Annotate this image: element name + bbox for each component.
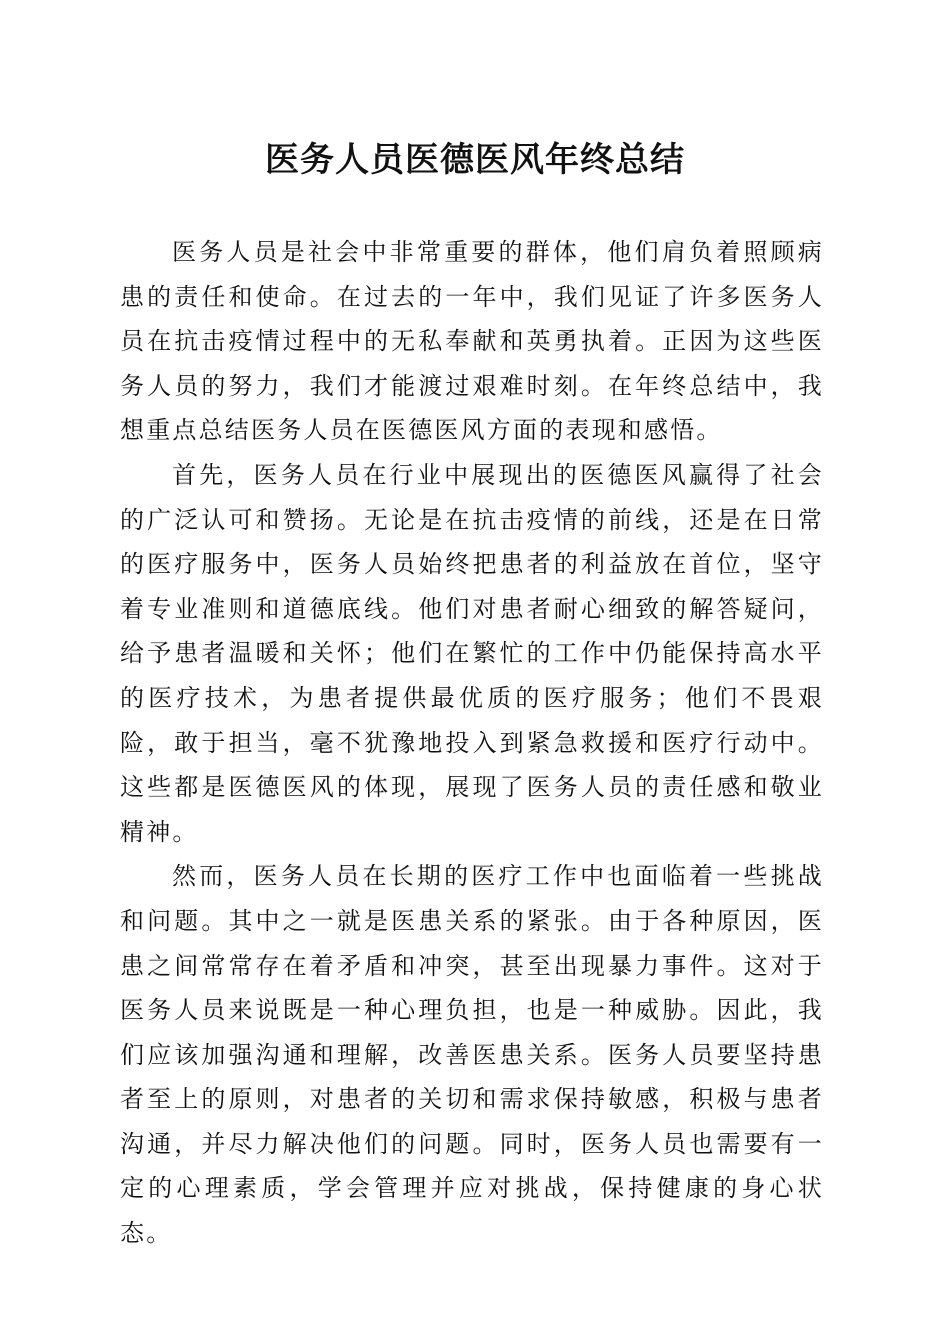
paragraph-achievements: 首先，医务人员在行业中展现出的医德医风赢得了社会的广泛认可和赞扬。无论是在抗击疫情的前线，还是在日常的医疗服务中，医务人员始终把患者的利益放在首位，坚守着专业准则和道德底线。他们对患者耐心细致的解答疑问，给予患者温暖和关怀；他们在繁忙的工作中仍能保持高水平的医疗技术，为患者提供最优质的医疗服务；他们不畏艰险，敢于担当，毫不犹豫地投入到紧急救援和医疗行动中。这些都是医德医风的体现，展现了医务人员的责任感和敬业精神。 [120, 460, 824, 846]
paragraph-intro: 医务人员是社会中非常重要的群体，他们肩负着照顾病患的责任和使命。在过去的一年中，我们见证了许多医务人员在抗击疫情过程中的无私奉献和英勇执着。正因为这些医务人员的努力，我们才能渡过艰难时刻。在年终总结中，我想重点总结医务人员在医德医风方面的表现和感悟。 [120, 238, 824, 445]
document-body [120, 230, 824, 1256]
document-title: 医务人员医德医风年终总结 [265, 140, 685, 180]
paragraph-challenges: 然而，医务人员在长期的医疗工作中也面临着一些挑战和问题。其中之一就是医患关系的紧张。由于各种原因，医患之间常常存在着矛盾和冲突，甚至出现暴力事件。这对于医务人员来说既是一种心理负担，也是一种威胁。因此，我们应该加强沟通和理解，改善医患关系。医务人员要坚持患者至上的原则，对患者的关切和需求保持敏感，积极与患者沟通，并尽力解决他们的问题。同时，医务人员也需要有一定的心理素质，学会管理并应对挑战，保持健康的身心状态。 [120, 862, 824, 1248]
